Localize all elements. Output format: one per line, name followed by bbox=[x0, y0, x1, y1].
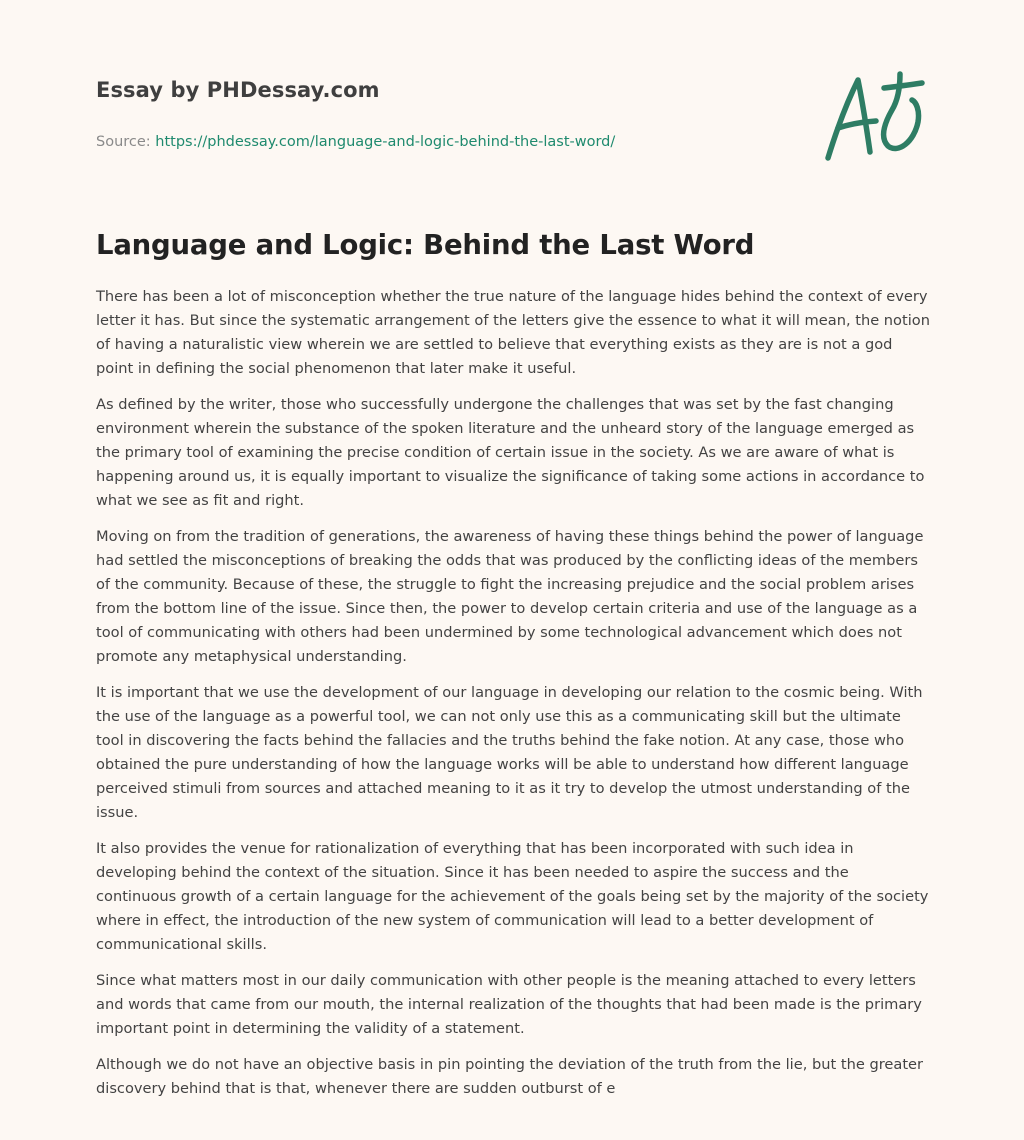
page-header bbox=[96, 72, 796, 152]
essay-paragraph: There has been a lot of misconception whether the true nature of the language hides behind the context of every letter it has. But since the systematic arrangement of the letters give the essence to what it will mean, the notion of having a naturalistic view wherein we are settled to believe that everything exists as they are is not a god point in defining the social phenomenon that later make it useful. bbox=[96, 288, 930, 377]
essay-paragraph: It is important that we use the development of our language in developing our relation to the cosmic being. With the use of the language as a powerful tool, we can not only use this as a communicating skill but the ultimate tool in discovering the facts behind the fallacies and the truths behind the fake notion. At any case, those who obtained the pure understanding of how the language works will be able to understand how different language perceived stimuli from sources and attached meaning to it as it try to develop the utmost understanding of the issue. bbox=[96, 684, 923, 821]
essay-paragraph: It also provides the venue for rationalization of everything that has been incorporated with such idea in developing behind the context of the situation. Since it has been needed to aspire the success and the continuous growth of a certain language for the achievement of the goals being set by the majority of the society where in effect, the introduction of the new system of communication will lead to a better development of communicational skills. bbox=[96, 840, 929, 953]
essay-paragraph: Since what matters most in our daily communication with other people is the meaning attached to every letters and words that came from our mouth, the internal realization of the thoughts that had been made is the primary important point in determining the validity of a statement. bbox=[96, 972, 922, 1037]
source-line bbox=[96, 132, 796, 152]
a-plus-grade-icon bbox=[818, 66, 930, 166]
essay-paragraph: Although we do not have an objective basis in pin pointing the deviation of the truth from the lie, but the greater discovery behind that is that, whenever there are sudden outburst of e bbox=[96, 1056, 924, 1097]
essay-paragraph: As defined by the writer, those who successfully undergone the challenges that was set by the fast changing environment wherein the substance of the spoken literature and the unheard story of the language emerged as the primary tool of examining the precise condition of certain issue in the society. As we are aware of what is happening around us, it is equally important to visualize the significance of taking some actions in accordance to what we see as fit and right. bbox=[96, 396, 925, 509]
essay-paragraph: Moving on from the tradition of generations, the awareness of having these things behind the power of language had settled the misconceptions of breaking the odds that was produced by the conflicting ideas of the members of the community. Because of these, the struggle to fight the increasing prejudice and the social problem arises from the bottom line of the issue. Since then, the power to develop certain criteria and use of the language as a tool of communicating with others had been undermined by some technological advancement which does not promote any metaphysical understanding. bbox=[96, 528, 924, 665]
source-label: Source: bbox=[96, 134, 156, 150]
site-title: Essay by PHDessay.com bbox=[96, 78, 380, 102]
essay-title: Language and Logic: Behind the Last Word bbox=[96, 229, 755, 261]
essay-body bbox=[96, 285, 932, 1113]
bottom-fade bbox=[0, 1120, 1024, 1140]
source-link[interactable]: https://phdessay.com/language-and-logic-behind-the-last-word/ bbox=[155, 134, 616, 150]
